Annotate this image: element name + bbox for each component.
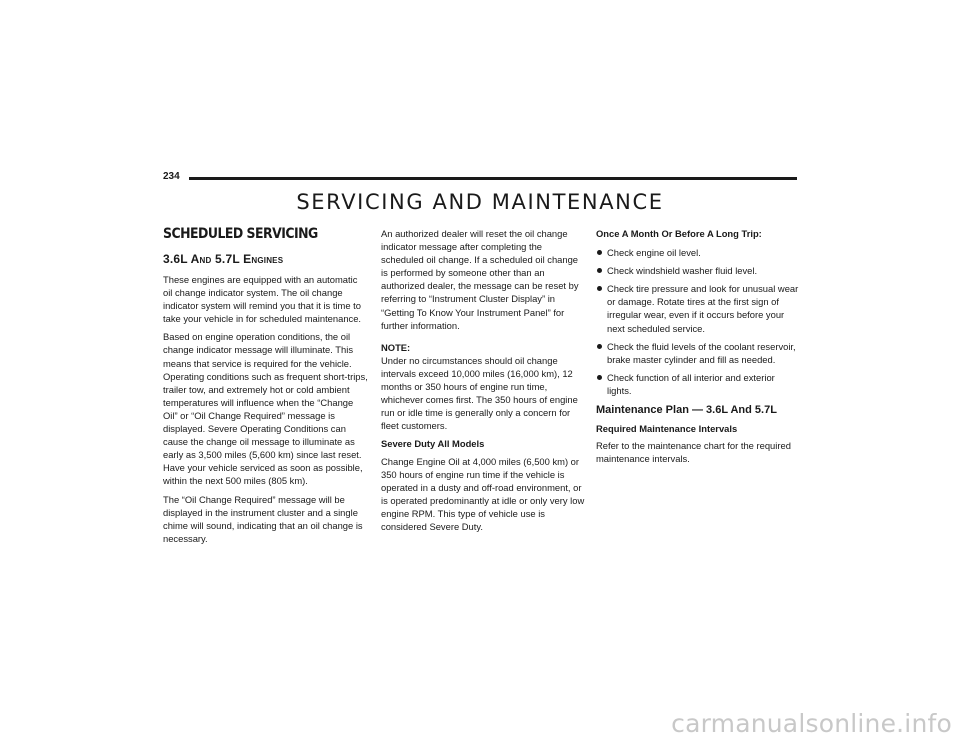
list-item <box>596 371 800 397</box>
paragraph: Based on engine operation conditions, the oil change indicator message will illuminate. This means that service is required for the vehicle. Operating conditions such as frequent short-trips, trailer tow, and extremely hot or cold ambient temperatures will influence when the “Change Oil” or “Oil Change Required” message is displayed. Severe Operating Conditions can cause the change oil message to illuminate as early as 3,500 miles (5,600 km) since last reset. Have your vehicle serviced as soon as possible, within the next 500 miles (805 km). <box>163 331 368 487</box>
check-list <box>596 246 800 397</box>
list-item <box>596 264 800 277</box>
column-middle <box>381 227 585 538</box>
list-item-text: Check function of all interior and exterior lights. <box>607 371 775 396</box>
list-item-text: Check engine oil level. <box>607 247 701 259</box>
severe-duty-heading: Severe Duty All Models <box>381 438 485 450</box>
bullet-icon <box>597 344 602 349</box>
list-item <box>596 340 800 366</box>
bullet-icon <box>597 375 602 380</box>
note-label: NOTE: <box>381 341 411 353</box>
bullet-icon <box>597 286 602 291</box>
paragraph: An authorized dealer will reset the oil change indicator message after completing the scheduled oil change. If a scheduled oil change is performed by someone other than an authorized dealer, the message can be reset by referring to “Instrument Cluster Display” in “Getting To Know Your Instrument Panel” for further information. <box>381 228 579 331</box>
column-left <box>163 225 368 550</box>
list-item <box>596 246 800 259</box>
bullet-icon <box>597 268 602 273</box>
section-title: SCHEDULED SERVICING <box>163 226 318 242</box>
header-rule <box>189 177 797 180</box>
note-text: Under no circumstances should oil change intervals exceed 10,000 miles (16,000 km), 12 months or 350 hours of engine run time, whichever comes first. The 350 hours of engine run or idle time is generally only a concern for fleet customers. <box>381 354 578 432</box>
engines-subtitle: 3.6L And 5.7L Engines <box>163 252 284 266</box>
paragraph: The “Oil Change Required” message will be displayed in the instrument cluster and a single chime will sound, indicating that an oil change is necessary. <box>163 493 363 544</box>
bullet-icon <box>597 250 602 255</box>
paragraph: Refer to the maintenance chart for the required maintenance intervals. <box>596 440 791 465</box>
paragraph: These engines are equipped with an automatic oil change indicator system. The oil change indicator system will remind you that it is time to take your vehicle in for scheduled maintenance. <box>163 274 362 325</box>
list-item <box>596 282 800 334</box>
column-right <box>596 227 800 470</box>
list-item-text: Check tire pressure and look for unusual wear or damage. Rotate tires at the first sign of irregular wear, even if it occurs before your next scheduled service. <box>607 283 799 334</box>
monthly-check-heading: Once A Month Or Before A Long Trip: <box>596 228 762 239</box>
chapter-title: SERVICING AND MAINTENANCE <box>296 190 664 214</box>
list-item-text: Check windshield washer fluid level. <box>607 265 758 277</box>
list-item-text: Check the fluid levels of the coolant reservoir, brake master cylinder and fill as needed. <box>607 340 796 365</box>
watermark[interactable]: carmanualsonline.info <box>671 709 952 738</box>
maintenance-plan-title: Maintenance Plan — 3.6L And 5.7L <box>596 404 777 417</box>
intervals-heading: Required Maintenance Intervals <box>596 423 738 435</box>
paragraph: Change Engine Oil at 4,000 miles (6,500 km) or 350 hours of engine run time if the vehicle is operated in a dusty and off-road environment, or is operated predominantly at idle or only very low engine RPM. This type of vehicle use is considered Severe Duty. <box>381 455 585 532</box>
page-number: 234 <box>163 171 180 182</box>
